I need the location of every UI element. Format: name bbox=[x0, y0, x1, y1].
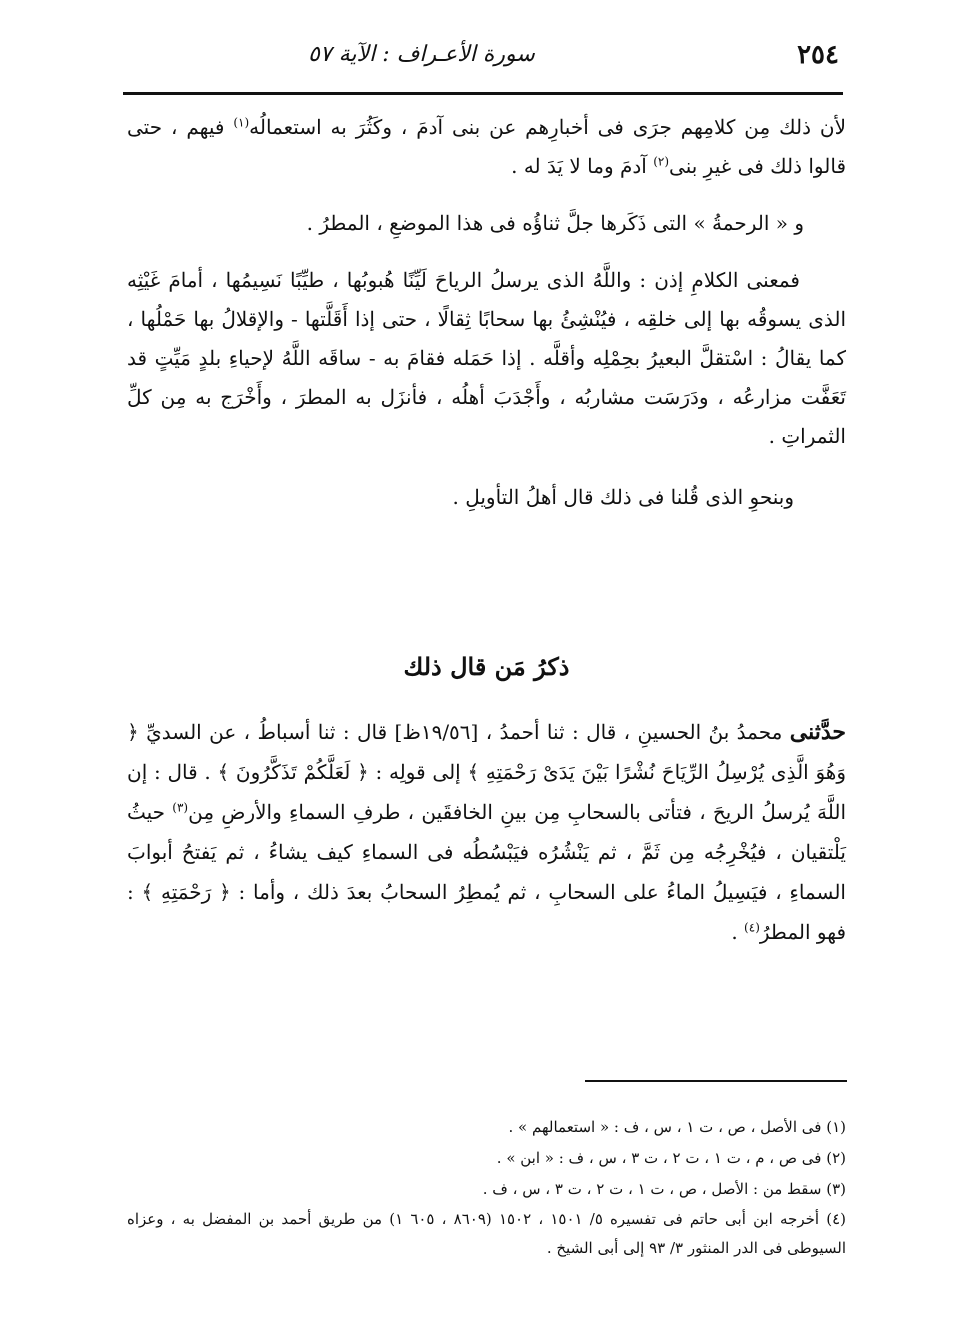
paragraph-4: وبنحوِ الذى قُلنا فى ذلك قال أهلُ التأويلِ . bbox=[452, 485, 794, 509]
paragraph-1-text-cont: فيهم ، حتى قالوا ذلك فى غيرِ بنى bbox=[127, 115, 846, 178]
surah-title: سورة الأعـراف : الآية ٥٧ bbox=[308, 42, 535, 67]
footnote-1: (١) فى الأصل ، ص ، ت ١ ، س ، ف : « استعمالهم » . bbox=[508, 1118, 846, 1136]
paragraph-2: و « الرحمةُ » التى ذَكَرها جلَّ ثناؤُه فى هذا الموضعِ ، المطرُ . bbox=[306, 211, 804, 235]
narration-text: محمدُ بنُ الحسينِ ، قال : ثنا أحمدُ ، [١٩/٥٦ظ] قال : ثنا أسباطُ ، عن السديِّ ﴿ وَهُوَ الَّذِى يُرْسِلُ الرِّيَاحَ نُشْرًا بَيْنَ يَدَىْ رَحْمَتِهِ ﴾ إلى قولِه : ﴿ لَعَلَّكُمْ تَذَكَّرُونَ ﴾ . قال : إن اللَّهَ يُرسلُ الريحَ ، فتأتى بالسحابِ مِن بينِ الخافقَين ، طرفِ السماءِ والأرضِ مِن bbox=[127, 720, 847, 824]
footnote-ref-3: (٣) bbox=[172, 800, 189, 815]
footnote-3: (٣) سقط من : الأصل ، ص ، ت ١ ، ت ٢ ، ت ٣ ، س ، ف . bbox=[482, 1180, 846, 1198]
page-number: ٢٥٤ bbox=[797, 40, 839, 70]
commentary-body bbox=[127, 108, 846, 517]
narration-body bbox=[127, 712, 846, 952]
narration-text-end: . bbox=[731, 920, 745, 944]
section-heading: ذكرُ مَن قال ذلك bbox=[403, 652, 570, 681]
footnote-divider bbox=[585, 1080, 847, 1082]
footnote-ref-2: (٢) bbox=[653, 154, 670, 169]
narration-text-cont: حيثُ يَلْتقيان ، فيُخْرِجُه مِن ثَمَّ ، ثم يَنْشُرُه فيَبْسُطُه فى السماءِ كيف يشاءُ ، ثم يَفتحُ أبوابَ السماءِ ، فيَسِيلُ الماءُ على السحابِ ، ثم يُمطِرُ السحابُ بعدَ ذلك ، وأما : ﴿ رَحْمَتِهِ ﴾ : فهو المطرُ bbox=[127, 800, 846, 944]
footnotes bbox=[127, 1112, 846, 1263]
footnote-4: (٤) أخرجه ابن أبى حاتم فى تفسيره ٥/ ١٥٠١ ، ١٥٠٢ (٨٦٠٩ ، ٦٠٥ ١) من طريق أحمد بن المفضل به ، وعزاه السيوطى فى الدر المنثور ٣/ ٩٣ إلى أبى الشيخ . bbox=[127, 1210, 846, 1257]
paragraph-1-text-end: آدمَ وما لا يَدَ له . bbox=[511, 154, 654, 178]
paragraph-3: فمعنى الكلامِ إذن : واللَّهُ الذى يرسلُ الرياحَ لَيِّنًا هُبوبُها ، طيِّبًا نَسِيمُها ، أمامَ غَيْثِه الذى يسوقُه بها إلى خلقِه ، فيُنْشِئُ بها سحابًا ثِقالًا ، حتى إذا أَقَلَّتها - والإقلالُ بها حَمْلُها ، كما يقالُ : اسْتقلَّ البعيرُ بحِمْلِه وأقلَّه . إذا حَمَله فقامَ به - ساقَه اللَّهُ لإحياءِ بلدٍ مَيِّتٍ قد تَعَفَّت مزارعُه ، ودَرَسَت مشاربُه ، وأَجْدَبَ أهلُه ، فأنزَل به المطرَ ، وأَخْرَج به مِن كلِّ الثمراتِ . bbox=[127, 268, 846, 448]
footnote-2: (٢) فى ص ، م ، ت ١ ، ت ٢ ، ت ٣ ، س ، ف : « ابن » . bbox=[496, 1149, 846, 1167]
narration-lead: حدَّثنى bbox=[789, 719, 846, 745]
paragraph-1 bbox=[127, 108, 846, 186]
paragraph-1-text: لأن ذلك مِن كلامِهم جرَى فى أخبارِهم عن بنى آدمَ ، وكَثُرَ به استعمالُه bbox=[249, 115, 846, 139]
narration-paragraph bbox=[127, 712, 846, 952]
footnote-ref-4: (٤) bbox=[744, 920, 760, 935]
footnote-ref-1: (١) bbox=[233, 115, 250, 130]
running-header bbox=[123, 36, 843, 95]
